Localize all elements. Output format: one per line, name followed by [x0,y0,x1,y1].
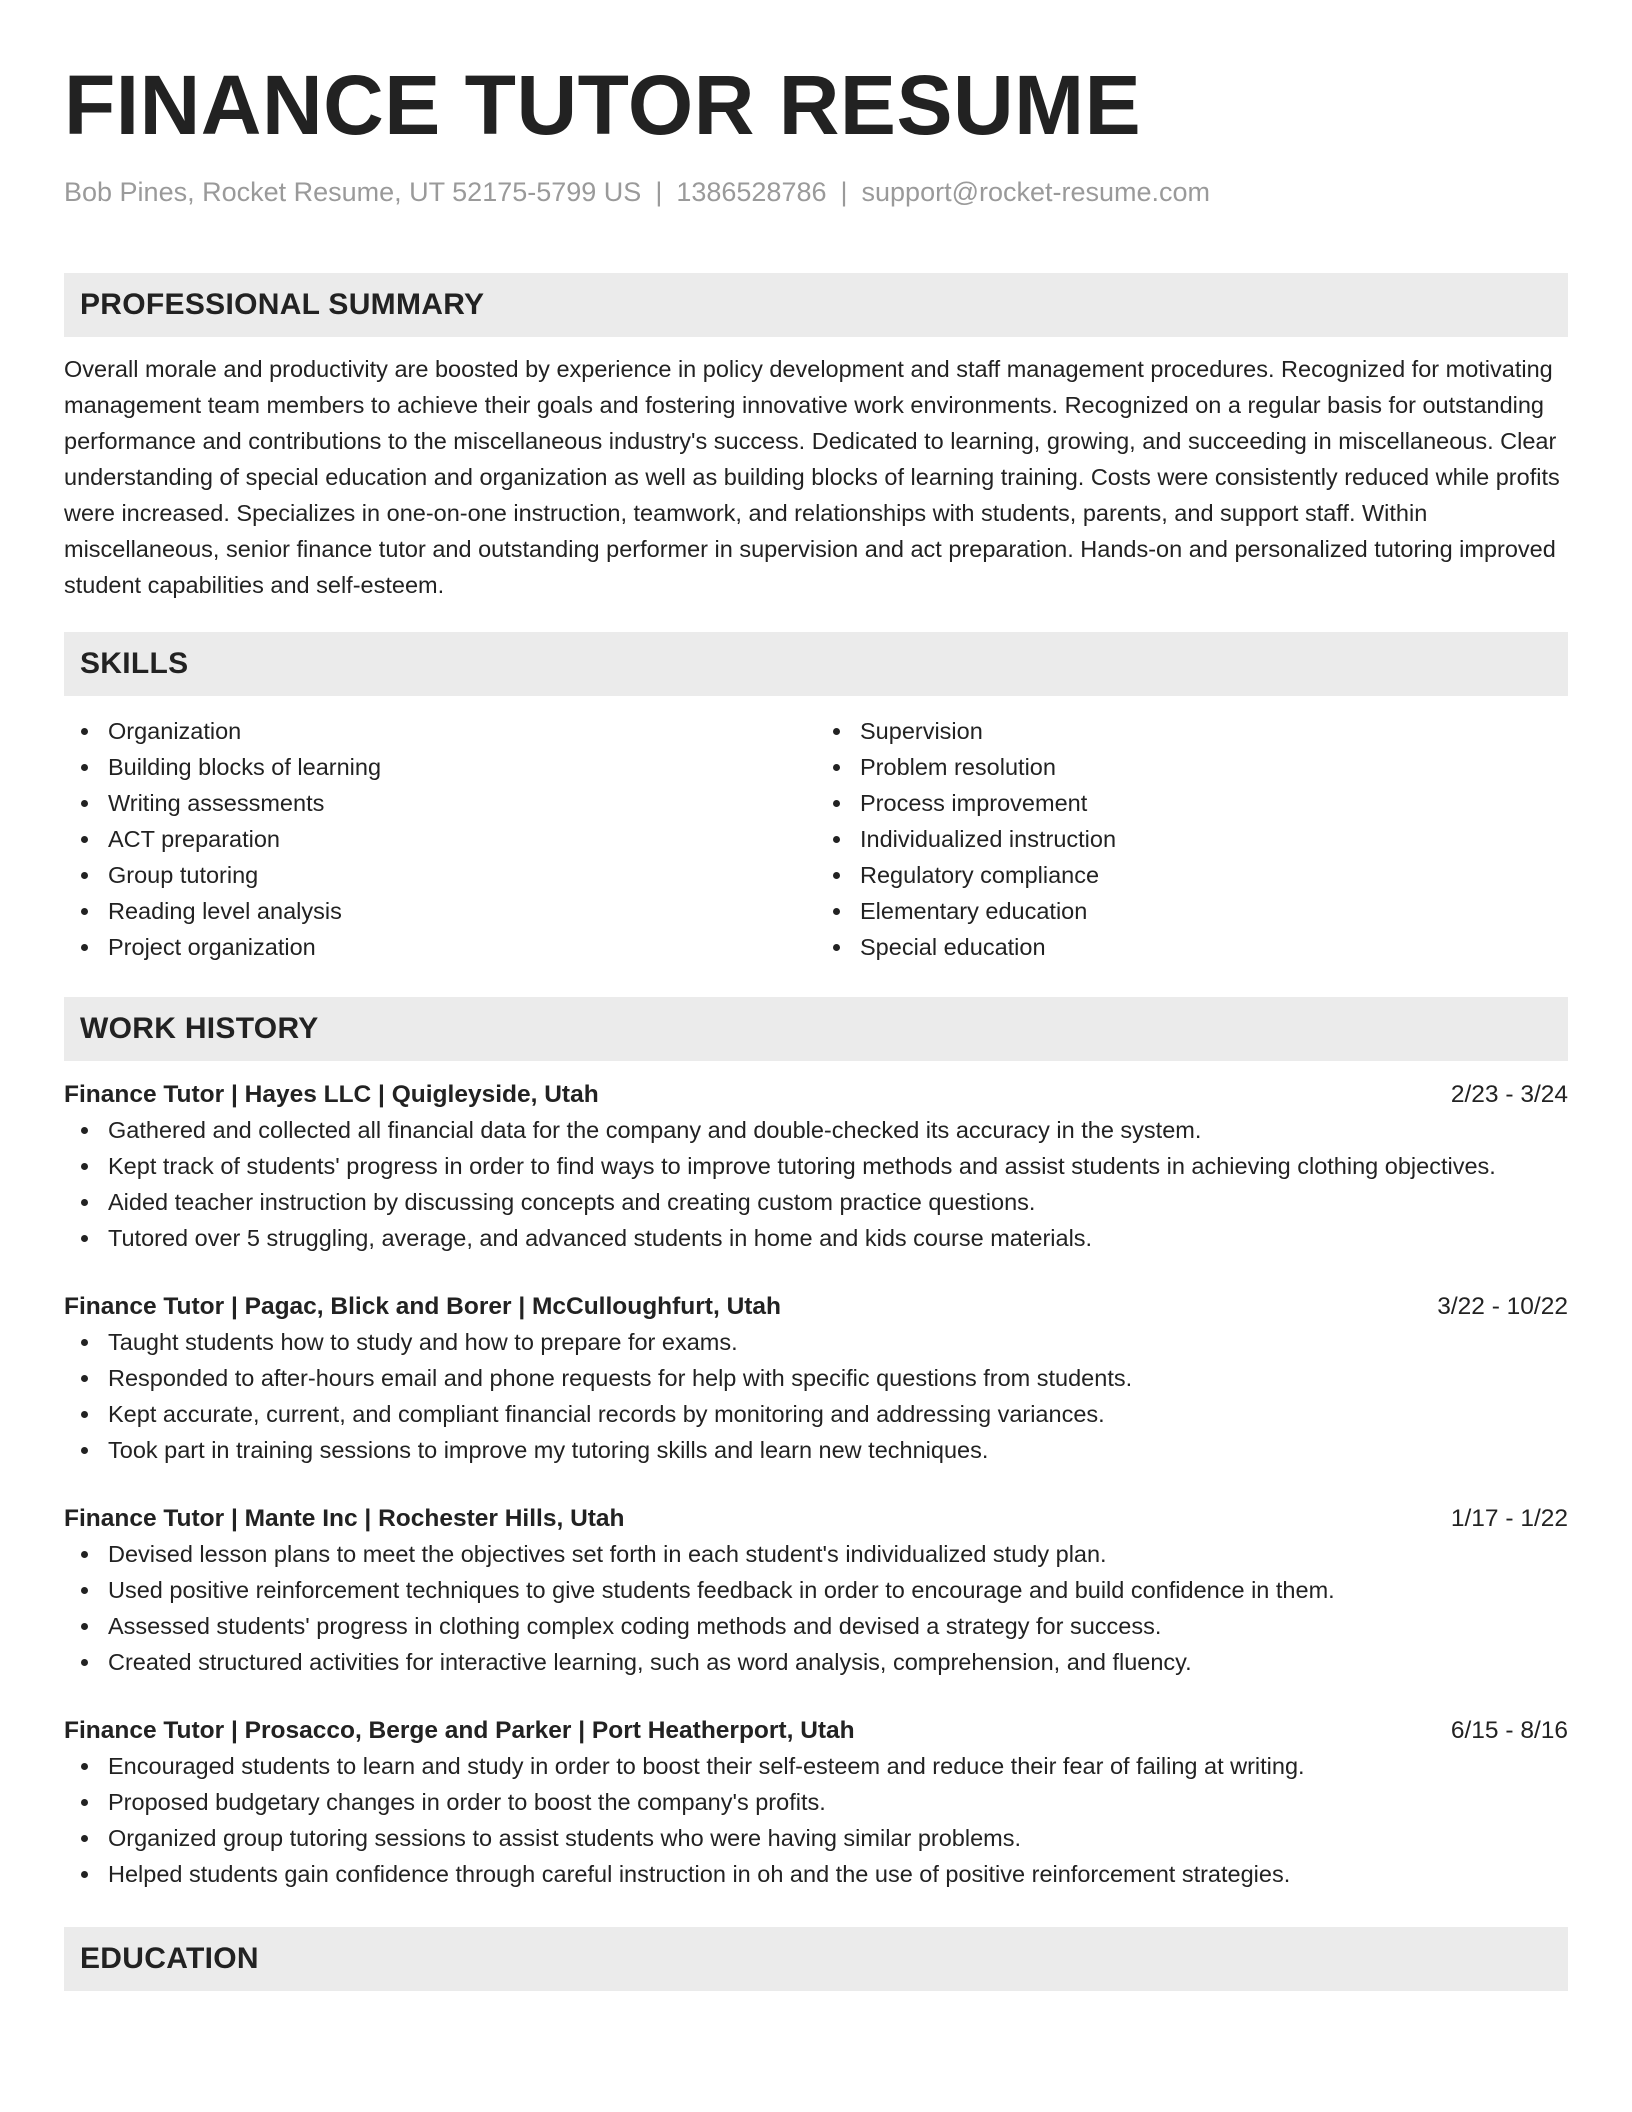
section-heading: SKILLS [80,647,189,680]
skill-item: Process improvement [860,785,1568,821]
job-header [64,1502,1568,1536]
job-dates: 1/17 - 1/22 [1450,1505,1568,1532]
summary-text: Overall morale and productivity are boosted by experience in policy development and staff management procedures. Recognized for motivating management team members to achieve their goals and fostering innovative work environments. Recognized on a regular basis for outstanding performance and contributions to the miscellaneous industry's success. Dedicated to learning, growing, and succeeding in miscellaneous. Clear understanding of special education and organization as well as building blocks of learning training. Costs were consistently reduced while profits were increased. Specializes in one-on-one instruction, teamwork, and relationships with students, parents, and support staff. Within miscellaneous, senior finance tutor and outstanding performer in supervision and act preparation. Hands-on and personalized tutoring improved student capabilities and self-esteem. [64,356,1560,598]
job-header [64,1078,1568,1112]
section-heading: PROFESSIONAL SUMMARY [80,288,485,321]
page-title: FINANCE TUTOR RESUME [64,58,1142,152]
contact-phone: 1386528786 [676,177,827,207]
job-bullet: Kept track of students' progress in order to find ways to improve tutoring methods and assist students in achieving clothing objectives. [108,1148,1568,1184]
job-dates: 2/23 - 3/24 [1450,1081,1568,1108]
section-heading: WORK HISTORY [80,1012,319,1045]
job-header [64,1714,1568,1748]
job-title: Finance Tutor | Prosacco, Berge and Parker | Port Heatherport, Utah [64,1717,855,1744]
section-heading: EDUCATION [80,1942,259,1975]
job-dates: 6/15 - 8/16 [1450,1717,1568,1744]
contact-address: Bob Pines, Rocket Resume, UT 52175-5799 US [64,177,642,207]
job-entry [64,1714,1568,1892]
job-bullet: Helped students gain confidence through careful instruction in oh and the use of positive reinforcement strategies. [108,1856,1568,1892]
job-bullet: Aided teacher instruction by discussing concepts and creating custom practice questions. [108,1184,1568,1220]
contact-line [64,175,1568,209]
skill-item: Reading level analysis [108,893,816,929]
job-entry [64,1078,1568,1256]
job-bullet: Kept accurate, current, and compliant financial records by monitoring and addressing variances. [108,1396,1568,1432]
job-bullet: Encouraged students to learn and study in order to boost their self-esteem and reduce their fear of failing at writing. [108,1748,1568,1784]
skills-section-header [64,632,1568,696]
job-title: Finance Tutor | Mante Inc | Rochester Hills, Utah [64,1505,625,1532]
job-bullet: Used positive reinforcement techniques to give students feedback in order to encourage and build confidence in them. [108,1572,1568,1608]
skill-item: ACT preparation [108,821,816,857]
summary-section-header [64,273,1568,337]
job-bullet: Responded to after-hours email and phone requests for help with specific questions from students. [108,1360,1568,1396]
skill-item: Special education [860,929,1568,965]
job-bullet: Taught students how to study and how to prepare for exams. [108,1324,1568,1360]
work-section-header [64,997,1568,1061]
contact-separator: | [840,177,848,207]
job-bullet: Gathered and collected all financial data for the company and double-checked its accuracy in the system. [108,1112,1568,1148]
skill-item: Building blocks of learning [108,749,816,785]
job-bullet-list [64,1324,1568,1468]
job-entry [64,1290,1568,1468]
job-bullet: Organized group tutoring sessions to assist students who were having similar problems. [108,1820,1568,1856]
skill-item: Regulatory compliance [860,857,1568,893]
job-header [64,1290,1568,1324]
job-bullet: Assessed students' progress in clothing complex coding methods and devised a strategy for success. [108,1608,1568,1644]
skill-item: Individualized instruction [860,821,1568,857]
job-title: Finance Tutor | Pagac, Blick and Borer | McCulloughfurt, Utah [64,1293,782,1320]
skills-list-left [64,713,816,965]
job-bullet-list [64,1112,1568,1256]
job-bullet: Created structured activities for interactive learning, such as word analysis, comprehension, and fluency. [108,1644,1568,1680]
skill-item: Project organization [108,929,816,965]
skill-item: Elementary education [860,893,1568,929]
skill-item: Writing assessments [108,785,816,821]
job-bullet: Proposed budgetary changes in order to boost the company's profits. [108,1784,1568,1820]
skill-item: Organization [108,713,816,749]
job-dates: 3/22 - 10/22 [1437,1293,1568,1320]
skill-item: Supervision [860,713,1568,749]
contact-separator: | [655,177,663,207]
education-section-header [64,1927,1568,1991]
skill-item: Group tutoring [108,857,816,893]
contact-email: support@rocket-resume.com [861,177,1211,207]
skills-grid [64,713,1568,965]
job-entry [64,1502,1568,1680]
job-bullet: Took part in training sessions to improve my tutoring skills and learn new techniques. [108,1432,1568,1468]
skill-item: Problem resolution [860,749,1568,785]
job-title: Finance Tutor | Hayes LLC | Quigleyside, Utah [64,1081,599,1108]
job-bullet-list [64,1748,1568,1892]
job-bullet: Devised lesson plans to meet the objectives set forth in each student's individualized study plan. [108,1536,1568,1572]
job-bullet: Tutored over 5 struggling, average, and advanced students in home and kids course materials. [108,1220,1568,1256]
skills-list-right [816,713,1568,965]
job-bullet-list [64,1536,1568,1680]
